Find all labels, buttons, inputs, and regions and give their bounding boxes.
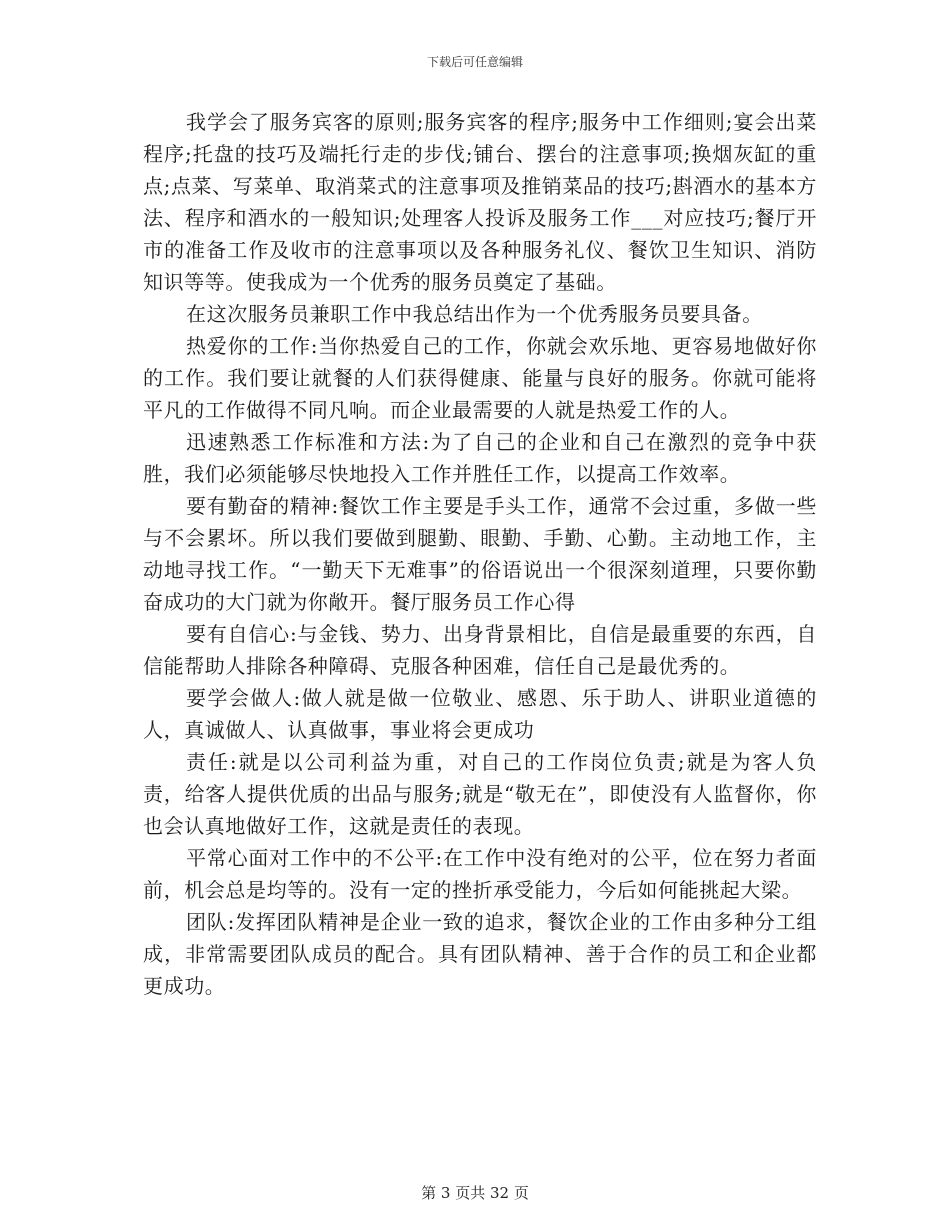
paragraph-training-summary: 我学会了服务宾客的原则;服务宾客的程序;服务中工作细则;宴会出菜程序;托盘的技巧及端托行走的步伐;铺台、摆台的注意事项;换烟灰缸的重点;点菜、写菜单、取消菜式的注意事项及推销菜品的技巧;斟酒水的基本方法、程序和酒水的一般知识;处理客人投诉及服务工作___对应技巧;餐厅开市的准备工作及收市的注意事项以及各种服务礼仪、餐饮卫生知识、消防知识等等。使我成为一个优秀的服务员奠定了基础。 <box>143 110 817 294</box>
paragraph-fairness: 平常心面对工作中的不公平:在工作中没有绝对的公平，位在努力者面前，机会总是均等的。没有一定的挫折承受能力，今后如何能挑起大梁。 <box>143 846 817 902</box>
page-header: 下载后可任意编辑 <box>426 55 523 69</box>
paragraph-diligence: 要有勤奋的精神:餐饮工作主要是手头工作，通常不会过重，多做一些与不会累坏。所以我们要做到腿勤、眼勤、手勤、心勤。主动地工作，主动地寻找工作。“一勤天下无难事”的俗语说出一个很深刻道理，只要你勤奋成功的大门就为你敞开。餐厅服务员工作心得 <box>143 494 817 614</box>
paragraph-love-work: 热爱你的工作:当你热爱自己的工作，你就会欢乐地、更容易地做好你的工作。我们要让就餐的人们获得健康、能量与良好的服务。你就可能将平凡的工作做得不同凡响。而企业最需要的人就是热爱工作的人。 <box>143 334 817 422</box>
document-body <box>143 106 817 1002</box>
paragraph-intro: 在这次服务员兼职工作中我总结出作为一个优秀服务员要具备。 <box>186 302 763 326</box>
paragraph-responsibility: 责任:就是以公司利益为重，对自己的工作岗位负责;就是为客人负责，给客人提供优质的出品与服务;就是“敬无在”，即使没有人监督你，你也会认真地做好工作，这就是责任的表现。 <box>143 750 817 838</box>
paragraph-confidence: 要有自信心:与金钱、势力、出身背景相比，自信是最重要的东西，自信能帮助人排除各种障碍、克服各种困难，信任自己是最优秀的。 <box>143 622 817 678</box>
paragraph-standards: 迅速熟悉工作标准和方法:为了自己的企业和自己在激烈的竞争中获胜，我们必须能够尽快地投入工作并胜任工作，以提高工作效率。 <box>143 430 817 486</box>
page-footer: 第 3 页共 32 页 <box>421 1184 529 1202</box>
paragraph-be-a-person: 要学会做人:做人就是做一位敬业、感恩、乐于助人、讲职业道德的人，真诚做人、认真做事，事业将会更成功 <box>143 686 817 742</box>
paragraph-teamwork: 团队:发挥团队精神是企业一致的追求，餐饮企业的工作由多种分工组成，非常需要团队成员的配合。具有团队精神、善于合作的员工和企业都更成功。 <box>143 910 817 998</box>
